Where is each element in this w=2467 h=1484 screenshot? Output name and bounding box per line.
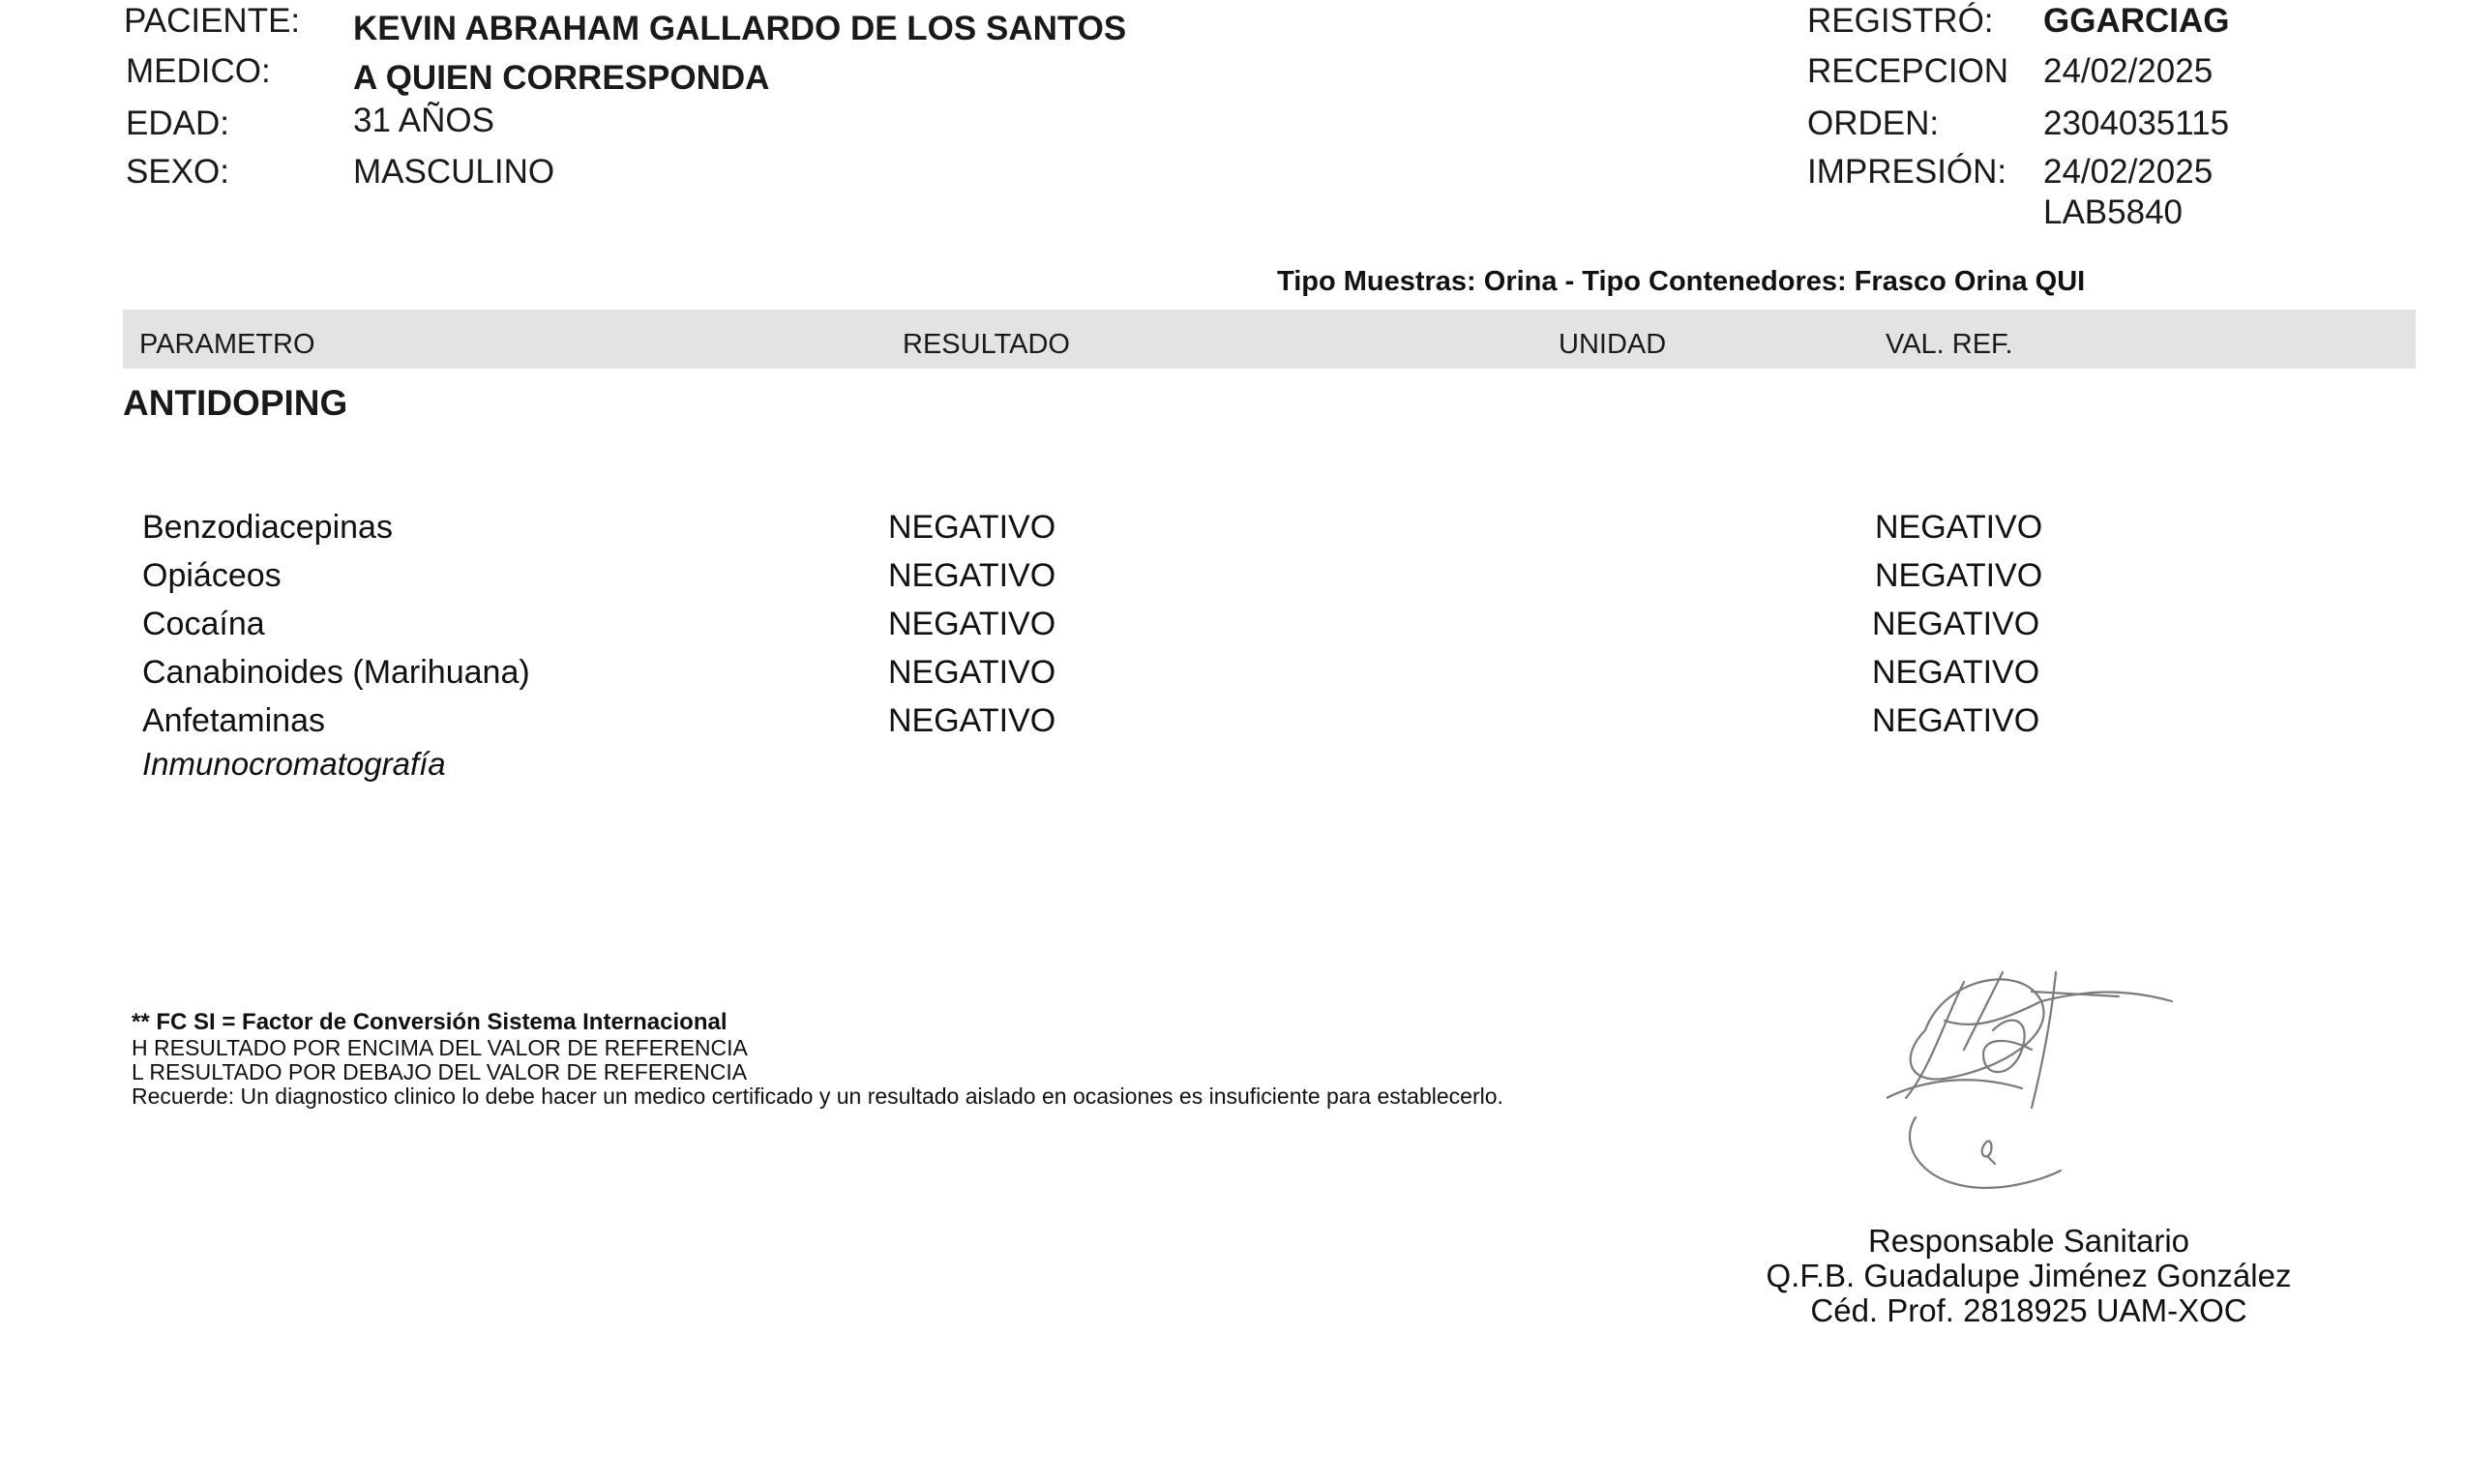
- sample-info: Tipo Muestras: Orina - Tipo Contenedores: Frasco Orina QUI: [1277, 266, 2086, 297]
- patient-label: PACIENTE:: [124, 2, 301, 40]
- method-note: Inmunocromatografía: [142, 746, 446, 782]
- param-name: Canabinoides (Marihuana): [142, 654, 530, 691]
- result-value: NEGATIVO: [888, 557, 1056, 594]
- param-name: Benzodiacepinas: [142, 509, 393, 546]
- param-name: Anfetaminas: [142, 702, 325, 739]
- col-parametro: PARAMETRO: [139, 329, 315, 360]
- order-label: ORDEN:: [1807, 104, 1940, 142]
- high-note: H RESULTADO POR ENCIMA DEL VALOR DE REFERENCIA: [132, 1035, 748, 1060]
- low-note: L RESULTADO POR DEBAJO DEL VALOR DE REFERENCIA: [132, 1059, 748, 1084]
- param-name: Opiáceos: [142, 557, 282, 594]
- result-value: NEGATIVO: [888, 654, 1056, 691]
- result-value: NEGATIVO: [888, 509, 1056, 546]
- result-value: NEGATIVO: [888, 702, 1056, 739]
- print-date: 24/02/2025: [2043, 153, 2214, 191]
- table-header-bar: [123, 310, 2416, 369]
- col-resultado: RESULTADO: [903, 329, 1070, 360]
- col-val-ref: VAL. REF.: [1886, 329, 2013, 360]
- registered-by-label: REGISTRÓ:: [1807, 2, 1994, 40]
- doctor-label: MEDICO:: [126, 52, 271, 90]
- registered-by-value: GGARCIAG: [2043, 2, 2230, 40]
- print-label: IMPRESIÓN:: [1807, 153, 2007, 191]
- signature-image: [1887, 963, 2177, 1204]
- sex-value: MASCULINO: [353, 153, 555, 191]
- result-value: NEGATIVO: [888, 606, 1056, 642]
- doctor-name: A QUIEN CORRESPONDA: [353, 59, 770, 97]
- reception-label: RECEPCION: [1807, 52, 2009, 90]
- lab-code: LAB5840: [2043, 193, 2184, 231]
- age-value: 31 AÑOS: [353, 102, 494, 139]
- fc-note: ** FC SI = Factor de Conversión Sistema Internacional: [132, 1009, 728, 1035]
- age-label: EDAD:: [126, 104, 229, 142]
- signature-license: Céd. Prof. 2818925 UAM-XOC: [1810, 1292, 2247, 1328]
- ref-value: NEGATIVO: [1875, 509, 2043, 546]
- reception-date: 24/02/2025: [2043, 52, 2214, 90]
- section-title: ANTIDOPING: [123, 383, 348, 423]
- order-number: 2304035115: [2043, 104, 2230, 142]
- param-name: Cocaína: [142, 606, 265, 642]
- reminder-note: Recuerde: Un diagnostico clinico lo debe hacer un medico certificado y un resultado aislado en ocasiones es insuficiente para establecerlo.: [132, 1083, 1503, 1109]
- patient-name: KEVIN ABRAHAM GALLARDO DE LOS SANTOS: [353, 10, 1127, 47]
- ref-value: NEGATIVO: [1875, 557, 2043, 594]
- ref-value: NEGATIVO: [1872, 606, 2040, 642]
- sex-label: SEXO:: [126, 153, 229, 191]
- signature-name: Q.F.B. Guadalupe Jiménez González: [1766, 1258, 2292, 1293]
- signature-role: Responsable Sanitario: [1867, 1223, 2190, 1259]
- col-unidad: UNIDAD: [1559, 329, 1667, 360]
- ref-value: NEGATIVO: [1872, 654, 2040, 691]
- ref-value: NEGATIVO: [1872, 702, 2040, 739]
